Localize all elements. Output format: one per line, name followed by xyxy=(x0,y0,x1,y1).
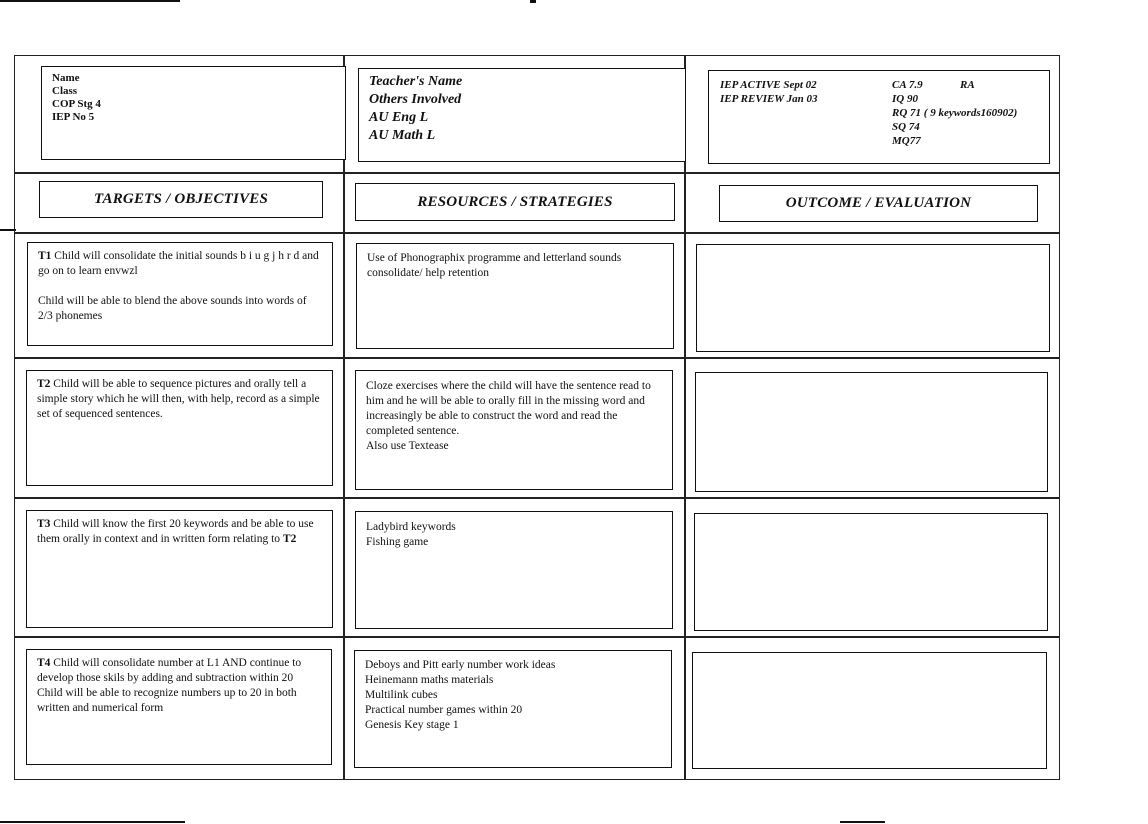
outcome-cell-t1 xyxy=(696,244,1050,352)
target-id-t1: T1 xyxy=(38,250,52,262)
scan-mark-top-mid xyxy=(530,0,536,3)
target-id-t2: T2 xyxy=(37,378,51,390)
scan-mark-top-left xyxy=(0,0,180,2)
row-divider-t3 xyxy=(14,636,1060,638)
target-id-t3: T3 xyxy=(37,518,51,530)
au-english-level: AU Eng L xyxy=(369,110,429,125)
target-text-t3: Child will know the first 20 keywords and be able to use them orally in context and in written form relating to xyxy=(37,518,314,545)
target-cell-t4 xyxy=(26,649,332,765)
target-text-t4: Child will consolidate number at L1 AND continue to develop those skils by adding and subtraction within 20 Child will be able to recognize numbers up to 20 in both written and numerical form xyxy=(37,657,302,714)
resource-cell-t1 xyxy=(356,243,674,349)
resources-header-label: RESOURCES / STRATEGIES xyxy=(417,193,613,210)
resources-header xyxy=(355,183,675,221)
iq-score: IQ 90 xyxy=(892,93,918,105)
iep-dates-box xyxy=(708,70,1050,164)
target-cell-t1 xyxy=(27,242,333,346)
student-iep-number: IEP No 5 xyxy=(52,111,95,123)
resource-cell-t4 xyxy=(354,650,672,768)
resource-text-t2: Cloze exercises where the child will have the sentence read to him and he will be able to orally fill in the missing word and increasingly be able to construct the word and read the completed sentence. Also use Textease xyxy=(366,380,651,452)
column-divider-2 xyxy=(684,55,686,780)
student-class-label: Class xyxy=(52,85,78,97)
student-name-label: Name xyxy=(52,72,80,84)
target-id-t4: T4 xyxy=(37,657,51,669)
resource-cell-t2 xyxy=(355,370,673,490)
scan-mark-bottom-right xyxy=(840,821,885,823)
outcome-header-label: OUTCOME / EVALUATION xyxy=(785,195,972,211)
teacher-name-label: Teacher's Name xyxy=(369,74,463,89)
row-divider-info xyxy=(14,172,1060,174)
resource-text-t4: Deboys and Pitt early number work ideas Heinemann maths materials Multilink cubes Practical number games within 20 Genesis Key stage 1 xyxy=(365,659,556,731)
staff-info-box xyxy=(358,68,686,162)
outcome-cell-t2 xyxy=(695,372,1048,492)
targets-header xyxy=(39,181,323,218)
target-cell-t3 xyxy=(26,510,333,628)
mq-score: MQ77 xyxy=(892,135,921,147)
target-ref-t3: T2 xyxy=(282,533,297,545)
iep-active-date: IEP ACTIVE Sept 02 xyxy=(720,79,817,91)
target-cell-t2 xyxy=(26,370,333,486)
resource-cell-t3 xyxy=(355,511,673,629)
row-divider-t1 xyxy=(14,357,1060,359)
others-involved-label: Others Involved xyxy=(369,92,462,107)
target-text-t1: Child will consolidate the initial sounds b i u g j h r d and go on to learn envwzl Child will be able to blend the above sounds into words of 2/3 phonemes xyxy=(38,250,319,322)
targets-header-label: TARGETS / OBJECTIVES xyxy=(93,191,269,207)
iep-review-date: IEP REVIEW Jan 03 xyxy=(720,93,818,105)
scan-mark-bottom-left xyxy=(0,821,185,823)
target-text-t2: Child will be able to sequence pictures and orally tell a simple story which he will then, with help, record as a simple set of sequenced sentences. xyxy=(37,378,320,420)
resource-text-t1: Use of Phonographix programme and letterland sounds consolidate/ help retention xyxy=(367,252,622,279)
row-divider-t2 xyxy=(14,497,1060,499)
outcome-cell-t3 xyxy=(694,513,1048,631)
row-divider-headers xyxy=(14,232,1060,234)
student-cop-stage: COP Stg 4 xyxy=(52,98,101,110)
resource-text-t3: Ladybird keywords Fishing game xyxy=(366,521,456,548)
reading-age-label: RA xyxy=(960,79,975,91)
student-info-box xyxy=(41,66,346,160)
outcome-cell-t4 xyxy=(692,652,1047,769)
outcome-header xyxy=(719,185,1038,222)
sq-score: SQ 74 xyxy=(892,121,920,133)
au-math-level: AU Math L xyxy=(369,128,436,143)
rq-score: RQ 71 ( 9 keywords160902) xyxy=(892,107,1018,119)
column-divider-1 xyxy=(343,55,345,780)
chronological-age: CA 7.9 xyxy=(892,79,923,91)
